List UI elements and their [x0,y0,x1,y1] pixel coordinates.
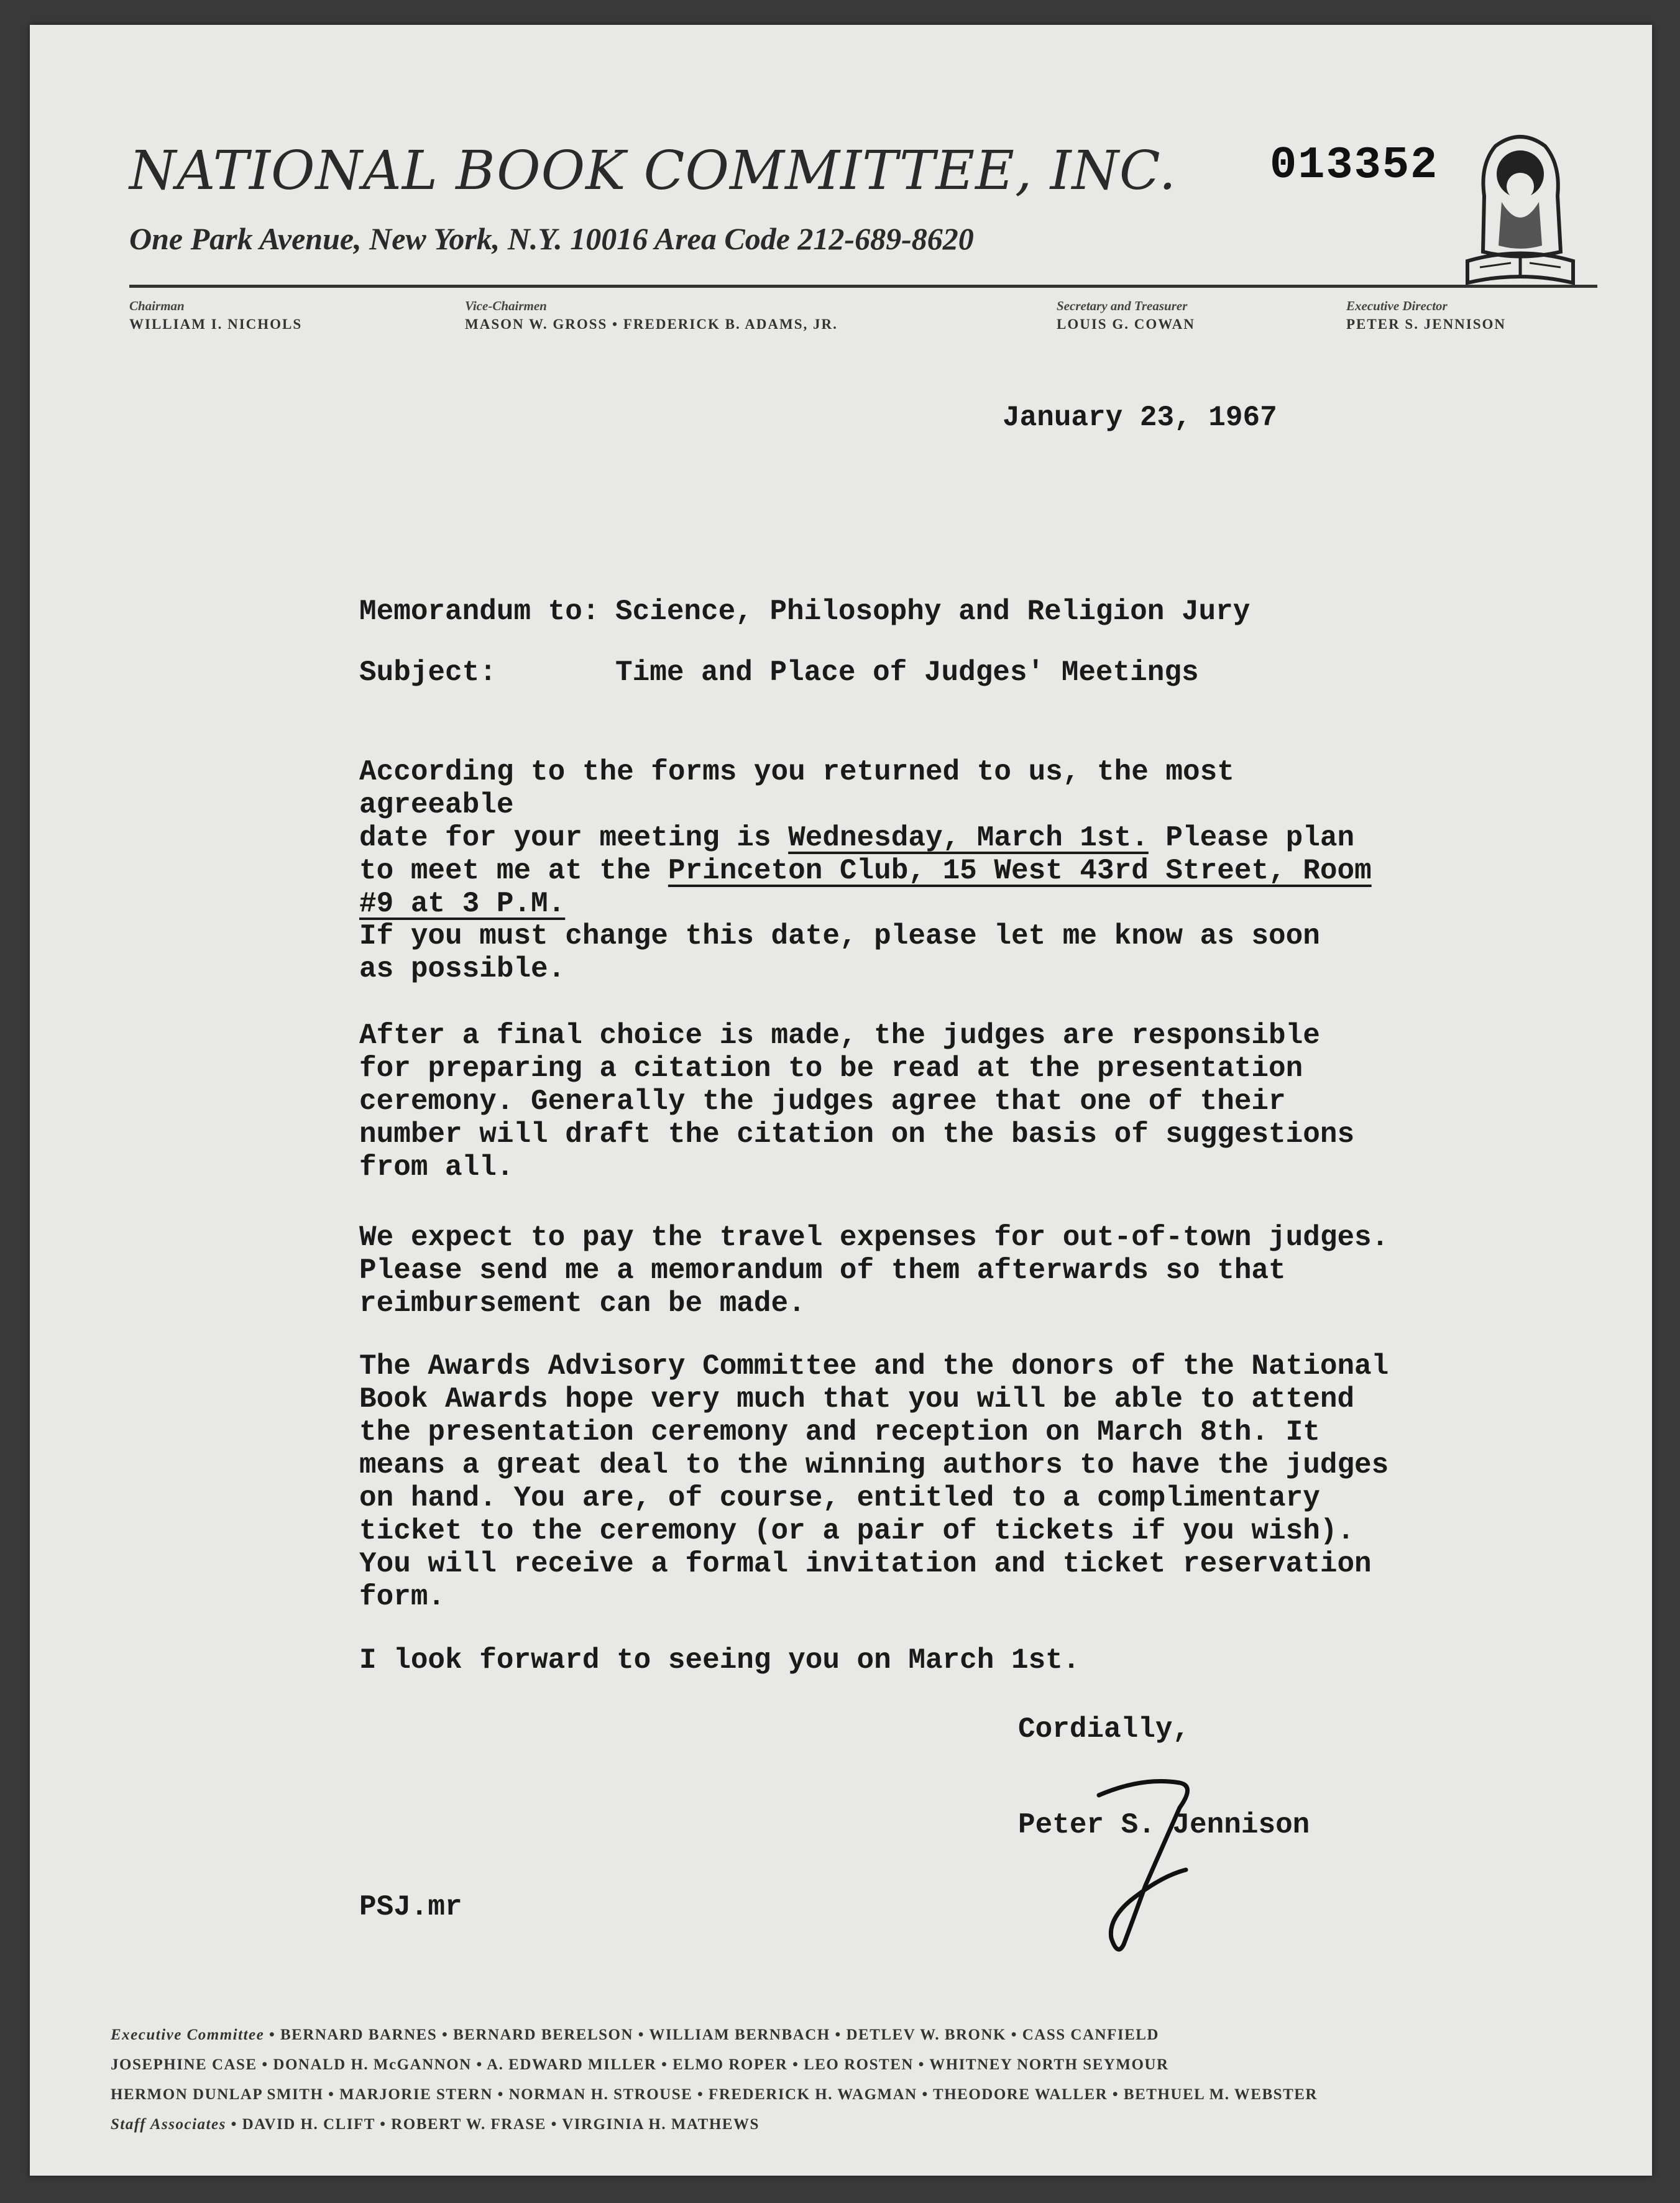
officer-name: WILLIAM I. NICHOLS [129,316,303,332]
memo-to-value: Science, Philosophy and Religion Jury [615,596,1251,628]
officer-executive-director [1346,298,1506,333]
reading-figure-logo-icon [1458,127,1582,301]
paragraph-text: Please plan to meet me at the [359,822,1355,887]
letterhead-address: One Park Avenue, New York, N.Y. 10016 Area Code 212-689-8620 [129,221,974,256]
memo-to-row [359,596,1250,628]
paragraph-meeting-date [359,756,1403,921]
letterhead-divider [129,285,1597,288]
officer-chairman [129,298,302,333]
paragraph-ceremony: The Awards Advisory Committee and the donors of the National Book Awards hope very much that you will be able to attend the presentation ceremony and reception on March 8th. It means a great deal to the winning authors to have the judges on hand. You are, of course, entitled to a complimentary ticket to the ceremony (or a pair of tickets if you wish). You will receive a formal invitation and ticket reservation form. [359,1350,1389,1613]
subject-value: Time and Place of Judges' Meetings [615,656,1199,689]
letterhead-footer [111,2020,1627,2140]
document-number-stamp: 013352 [1270,140,1439,191]
letterhead-name: NATIONAL BOOK COMMITTEE, INC. [129,140,1177,202]
officer-secretary-treasurer [1057,298,1195,333]
officer-name: PETER S. JENNISON [1346,316,1507,332]
officer-role: Chairman [129,298,185,313]
meeting-place-underlined: Princeton Club, 15 West 43rd Street, Room #9 at 3 P.M. [359,855,1372,920]
memo-to-label: Memorandum to: [359,596,600,628]
letter-page [30,25,1652,2176]
meeting-date-underlined: Wednesday, March 1st. [788,822,1149,854]
officer-name: MASON W. GROSS • FREDERICK B. ADAMS, JR. [465,316,838,332]
officer-vice-chairmen [465,298,838,333]
executive-committee-line: HERMON DUNLAP SMITH • MARJORIE STERN • NORMAN H. STROUSE • FREDERICK H. WAGMAN • THEODORE WALLER • BETHUEL M. WEBSTER [111,2086,1318,2103]
staff-associates-label: Staff Associates [111,2116,226,2133]
officer-role: Executive Director [1346,298,1448,313]
subject-label: Subject: [359,656,497,689]
signer-name: Peter S. Jennison [1018,1809,1310,1841]
paragraph-citation: After a final choice is made, the judges are responsible for preparing a citation to be read at the presentation ceremony. Generally the judges agree that one of their number will draft the citation on the basis of suggestions from all. [359,1019,1355,1184]
executive-committee-line: • BERNARD BARNES • BERNARD BERELSON • WILLIAM BERNBACH • DETLEV W. BRONK • CASS CANFIELD [269,2026,1159,2043]
subject-row [359,656,1199,689]
letter-date: January 23, 1967 [1003,402,1277,434]
typist-initials: PSJ.mr [359,1891,462,1923]
staff-associates-line: • DAVID H. CLIFT • ROBERT W. FRASE • VIRGINIA H. MATHEWS [231,2116,760,2133]
paragraph-text: According to the forms you returned to us, the most agreeable date for your meeting is [359,756,1234,854]
officer-role: Vice-Chairmen [465,298,547,313]
officer-role: Secretary and Treasurer [1057,298,1188,313]
paragraph-closing-remark: I look forward to seeing you on March 1st. [359,1644,1080,1676]
executive-committee-label: Executive Committee [111,2026,265,2043]
paragraph-expenses: We expect to pay the travel expenses for out-of-town judges. Please send me a memorandum of them afterwards so that reimbursement can be made. [359,1221,1389,1320]
handwritten-signature [1086,1770,1229,1957]
paragraph-change-date: If you must change this date, please let me know as soon as possible. [359,920,1320,985]
officer-name: LOUIS G. COWAN [1057,316,1195,332]
closing-salutation: Cordially, [1018,1713,1190,1745]
executive-committee-line: JOSEPHINE CASE • DONALD H. McGANNON • A. EDWARD MILLER • ELMO ROPER • LEO ROSTEN • WHITNEY NORTH SEYMOUR [111,2056,1169,2073]
